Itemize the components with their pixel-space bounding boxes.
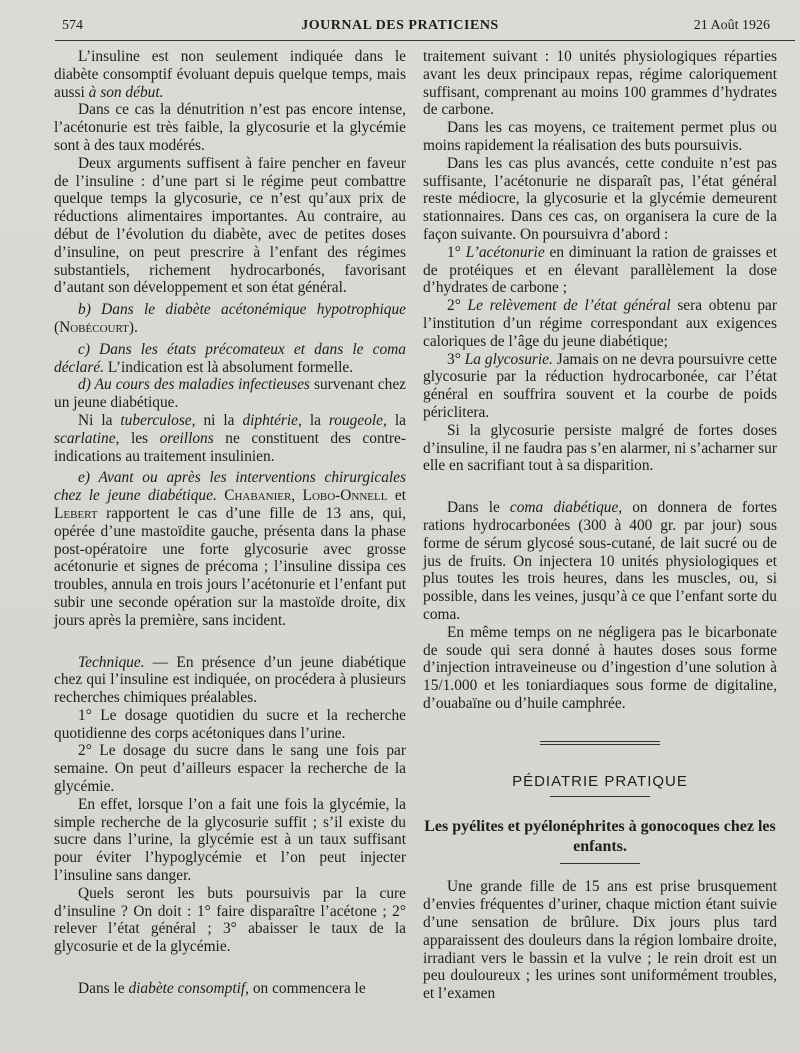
paragraph: 2° Le relèvement de l’état général sera obtenu par l’institution d’un régime correspondant aux exigences caloriques de l’âge du jeune diabétique;	[423, 297, 777, 350]
section-divider	[540, 741, 660, 745]
header-rule	[55, 40, 795, 41]
paragraph: En même temps on ne négligera pas le bicarbonate de soude qui sera donné à hautes doses sous forme d’injection intraveineuse ou d’ingestion d’une solution à 15/1.000 et les toniardiaques sous forme de digitaline, d’ouabaïne ou d’huile camphrée.	[423, 623, 777, 712]
paragraph: Ni la tuberculose, ni la diphtérie, la rougeole, la scarlatine, les oreillons ne constituent des contre-indications au traitement insulinien.	[54, 411, 406, 465]
left-column	[54, 48, 406, 998]
paragraph: Dans les cas plus avancés, cette conduite n’est pas suffisante, l’acétonurie ne disparaît pas, l’état général reste médiocre, la glycosurie et la glycémie demeurent stationnaires. Dans ces cas, on organisera la cure de la façon suivante. On poursuivra d’abord :	[423, 154, 777, 243]
paragraph: e) Avant ou après les interventions chirurgicales chez le jeune diabétique. Chabanier, Lobo-Onnell et Lebert rapportent le cas d’une fille de 13 ans, qui, opérée d’une mastoïdite gauche, présenta dans la phase post-opératoire une forte glycosurie avec grosse acétonurie et signes de précoma ; l’insuline dissipa ces troubles, annula en trois jours l’acétonurie et l’enfant put subir une seconde opération sur la mastoïde droite, dix jours après la première, sans incident.	[54, 469, 406, 629]
issue-date: 21 Août 1926	[693, 18, 770, 33]
paragraph: 2° Le dosage du sucre dans le sang une fois par semaine. On peut d’ailleurs espacer la recherche de la glycémie.	[54, 742, 406, 796]
paragraph: c) Dans les états précomateux et dans le coma déclaré. L’indication est là absolument formelle.	[54, 340, 406, 376]
paragraph: traitement suivant : 10 unités physiologiques réparties avant les deux principaux repas, régime caloriquement suffisant, comprenant au moins 100 grammes d’hydrates de carbone.	[423, 48, 777, 119]
section-title: PÉDIATRIE PRATIQUE	[512, 772, 688, 790]
journal-title: JOURNAL DES PRATICIENS	[301, 18, 499, 33]
paragraph: d) Au cours des maladies infectieuses survenant chez un jeune diabétique.	[54, 376, 407, 412]
paragraph: Dans les cas moyens, ce traitement permet plus ou moins rapidement la réalisation des buts poursuivis.	[423, 119, 777, 154]
paragraph: 3° La glycosurie. Jamais on ne devra poursuivre cette glycosurie par la réduction hydrocarbonée, car l’état général en souffrira souvent et la courbe de poids périclitera.	[423, 350, 777, 421]
paragraph: Deux arguments suffisent à faire pencher en faveur de l’insuline : d’une part si le régime peut combattre quelque temps la glycosurie, ce n’est qu’aux prix de réductions alimentaires importantes. Au contraire, au début de l’évolution du diabète, avec de petites doses d’insuline, on peut prescrire à l’enfant des régimes substantiels, richement hydrocarbonés, favorisant d’autant son développement et son état général.	[54, 154, 406, 297]
article-rule	[560, 863, 640, 864]
paragraph: 1° Le dosage quotidien du sucre et la recherche quotidienne des corps acétoniques dans l’urine.	[54, 706, 406, 742]
paragraph: Dans le coma diabétique, on donnera de fortes rations hydrocarbonées (300 à 400 gr. par jour) sous forme de sérum glycosé sous-cutané, de lait sucré ou de jus de fruits. On injectera 10 unités physiologiques et plus toutes les trois heures, dans les muscles, ou, si possible, dans les veines, jusqu’à ce que l’enfant sorte du coma.	[423, 499, 777, 623]
article-title: Les pyélites et pyélonéphrites à gonocoques chez les enfants.	[424, 818, 776, 856]
right-column	[423, 48, 777, 1003]
section-rule	[550, 796, 650, 797]
paragraph: Technique. — En présence d’un jeune diabétique chez qui l’insuline est indiquée, on procédera à plusieurs recherches chimiques préalables.	[54, 653, 406, 707]
paragraph: Quels seront les buts poursuivis par la cure d’insuline ? On doit : 1° faire disparaître l’acétone ; 2° relever l’état général ; 3° abaisser le taux de la glycosurie et de la glycémie.	[54, 884, 406, 956]
paragraph: Une grande fille de 15 ans est prise brusquement d’envies fréquentes d’uriner, chaque miction étant suivie d’une sensation de brûlure. Dix jours plus tard apparaissent des douleurs dans la région lombaire droite, irradiant vers le bassin et la vulve ; le rein droit est un peu douloureux ; les urines sont uniformément troubles, et l’examen	[423, 878, 777, 1003]
paragraph: En effet, lorsque l’on a fait une fois la glycémie, la simple recherche de la glycosurie suffit ; s’il existe du sucre dans l’urine, la glycémie est à un taux suffisant pour éviter l’hypoglycémie et l’on peut injecter l’insuline sans danger.	[54, 795, 406, 885]
paragraph: Dans le diabète consomptif, on commencera le	[78, 980, 366, 998]
paragraph: b) Dans le diabète acétonémique hypotrophique (Nobécourt).	[54, 301, 406, 336]
page-number: 574	[62, 18, 83, 33]
paragraph: Si la glycosurie persiste malgré de fortes doses d’insuline, il ne faudra pas s’en alarmer, ni s’acharner sur elle en sacrifiant tout à sa disparition.	[423, 421, 777, 475]
paragraph: L’insuline est non seulement indiquée dans le diabète consomptif évoluant depuis quelque temps, mais aussi à son début.	[54, 48, 406, 101]
running-header	[0, 18, 800, 40]
paragraph: Dans ce cas la dénutrition n’est pas encore intense, l’acétonurie est très faible, la glycosurie et la glycémie sont à des taux modérés.	[54, 101, 406, 154]
paragraph: 1° L’acétonurie en diminuant la ration de graisses et de protéiques et en élevant parallèlement la dose d’hydrates de carbone ;	[423, 243, 777, 297]
